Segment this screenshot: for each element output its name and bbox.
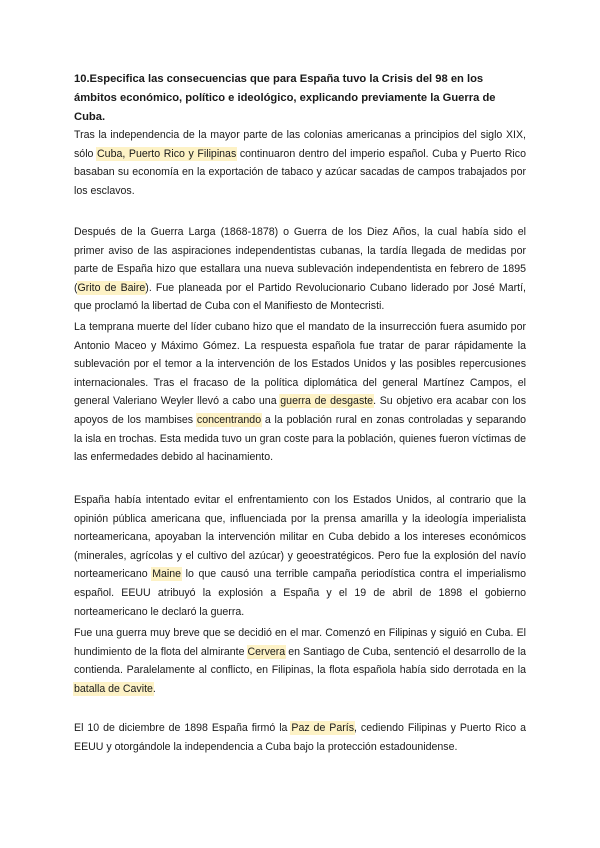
text-run: continuaron dentro del imperio español. Cuba y Puerto Rico basaban su economía en la exportación de tabaco y azúcar sacadas de campos trabajados por los esclavos. <box>74 147 526 197</box>
highlight-paz-de-paris: Paz de París <box>291 722 355 734</box>
text-run: . <box>152 682 156 695</box>
highlight-batalla-de-cavite: batalla de Cavite <box>74 682 153 695</box>
text-run: lo que causó una terrible campaña periodística contra el imperialismo español. EEUU atribuyó la explosión a España y el 19 de abril de 1898 el gobierno norteamericano le declaró la guerra. <box>74 568 527 618</box>
text-run: , cediendo Filipinas y Puerto Rico a EEUU y otorgándole la independencia a Cuba bajo la protección estadounidense. <box>74 722 527 753</box>
paragraph-uprising <box>74 223 526 316</box>
highlight-cervera: Cervera <box>247 645 286 658</box>
text-run: ). Fue planeada por el Partido Revolucionario Cubano liderado por José Martí, que proclamó la libertad de Cuba con el Manifiesto de Montecristi. <box>74 281 526 313</box>
highlight-guerra-de-desgaste: guerra de desgaste <box>280 395 374 408</box>
text-run: El 10 de diciembre de 1898 España firmó la <box>74 722 292 734</box>
question-heading: 10.Especifica las consecuencias que para España tuvo la Crisis del 98 en los ámbitos económico, político e ideológico, explicando previamente la Guerra de Cuba. <box>74 73 496 123</box>
text-run: a la población rural en zonas controladas y separando la isla en trochas. Esta medida tuvo un gran coste para la población, quienes fueron víctimas de las enfermedades debido al hacinamiento. <box>74 413 526 464</box>
text-run: Tras la independencia de la mayor parte de las colonias americanas a principios del siglo XIX, sólo <box>74 129 526 160</box>
highlight-maine: Maine <box>152 568 182 581</box>
text-run: . Su objetivo era acabar con los apoyos de los mambises <box>74 395 526 426</box>
highlight-colonies: Cuba, Puerto Rico y Filipinas <box>97 147 237 160</box>
highlight-concentrando: concentrando <box>196 413 262 426</box>
text-run: Fue una guerra muy breve que se decidió en el mar. Comenzó en Filipinas y siguió en Cuba. El hundimiento de la flota del almirante <box>74 627 526 658</box>
paragraph-us-intervention <box>74 491 526 621</box>
highlight-grito-de-baire: Grito de Baire <box>77 281 146 294</box>
paragraph-background <box>74 126 526 200</box>
paragraph-war-of-attrition <box>74 318 526 467</box>
text-run: La temprana muerte del líder cubano hizo que el mandato de la insurrección fuera asumido por Antonio Maceo y Máximo Gómez. La respuesta española fue tratar de parar rápidamente la sublevación por el temor a la intervención de los Estados Unidos y las posibles repercusiones internacionales. Tras el fracaso de la política diplomática del general Martínez Campos, el general Valeriano Weyler llevó a cabo una <box>74 321 526 408</box>
text-run: en Santiago de Cuba, sentenció el desarrollo de la contienda. Paralelamente al conflicto, en Filipinas, la flota española había sido derrotada en la <box>74 645 527 677</box>
text-run: Después de la Guerra Larga (1868-1878) o Guerra de los Diez Años, la cual había sido el primer aviso de las aspiraciones independentistas cubanas, la tardía llegada de medidas por parte de España hizo que estallara una nueva sublevación independentista en febrero de 1895 ( <box>74 226 526 294</box>
text-run: España había intentado evitar el enfrentamiento con los Estados Unidos, al contrario que la opinión pública americana que, influenciada por la prensa amarilla y la ideología imperialista norteamericana, apoyaban la intervención militar en Cuba debido a los intereses económicos (minerales, agrícolas y el cultivo del azúcar) y geoestratégicos. Pero fue la explosión del navío norteamericano <box>74 494 526 581</box>
paragraph-naval-war <box>74 624 526 698</box>
paragraph-peace-of-paris <box>74 719 526 756</box>
